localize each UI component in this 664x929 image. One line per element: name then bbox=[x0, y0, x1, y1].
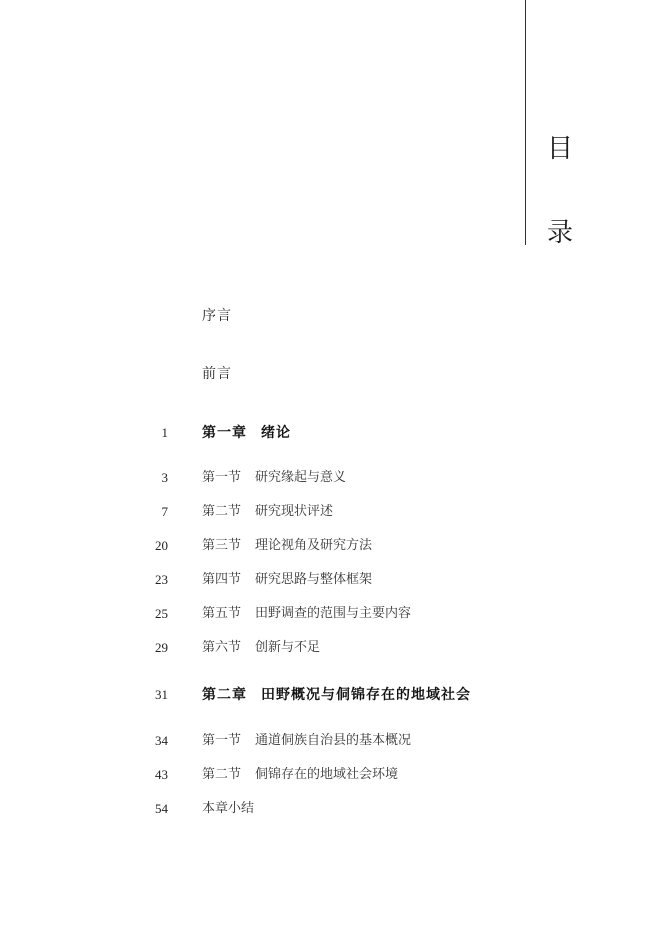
entry-label: 序言 bbox=[202, 308, 232, 324]
section-number: 第二节 bbox=[202, 504, 242, 519]
title-rule bbox=[525, 0, 526, 245]
title-char-lu: 录 bbox=[546, 218, 573, 248]
section-heading bbox=[202, 569, 372, 591]
toc-entry-chapter-1[interactable] bbox=[0, 422, 664, 444]
toc-entry-foreword[interactable] bbox=[0, 363, 664, 385]
chapter-number: 第二章 bbox=[202, 687, 247, 703]
toc-entry-chapter-2[interactable] bbox=[0, 684, 664, 706]
section-number: 第三节 bbox=[202, 538, 242, 553]
toc-entry-section[interactable] bbox=[0, 467, 664, 489]
title-char-mu: 目 bbox=[546, 134, 573, 164]
chapter-title: 绪论 bbox=[261, 425, 291, 441]
section-heading bbox=[202, 467, 346, 489]
page-number: 1 bbox=[161, 425, 168, 440]
toc-entry-section[interactable] bbox=[0, 501, 664, 523]
section-number: 第四节 bbox=[202, 572, 242, 587]
toc-entry-section[interactable] bbox=[0, 569, 664, 591]
page-number: 7 bbox=[161, 504, 168, 519]
toc-entry-section[interactable] bbox=[0, 764, 664, 786]
section-number: 第五节 bbox=[202, 606, 242, 621]
section-title: 田野调查的范围与主要内容 bbox=[255, 606, 412, 621]
chapter-heading bbox=[202, 684, 471, 706]
section-heading bbox=[202, 535, 372, 557]
section-title: 通道侗族自治县的基本概况 bbox=[255, 733, 412, 748]
entry-label: 前言 bbox=[202, 366, 232, 382]
section-number: 第一节 bbox=[202, 733, 242, 748]
page-number: 54 bbox=[155, 801, 168, 816]
toc-entry-section[interactable] bbox=[0, 637, 664, 659]
page-number: 43 bbox=[155, 767, 168, 782]
toc-entry-preface[interactable] bbox=[0, 305, 664, 327]
section-number: 第六节 bbox=[202, 640, 242, 655]
chapter-heading bbox=[202, 422, 291, 444]
chapter-number: 第一章 bbox=[202, 425, 247, 441]
section-heading bbox=[202, 730, 411, 752]
chapter-title: 田野概况与侗锦存在的地域社会 bbox=[261, 687, 471, 703]
section-heading bbox=[202, 603, 411, 625]
page-number: 29 bbox=[155, 640, 168, 655]
section-heading bbox=[202, 764, 398, 786]
section-title: 研究思路与整体框架 bbox=[255, 572, 373, 587]
page-number: 20 bbox=[155, 538, 168, 553]
section-title: 研究缘起与意义 bbox=[255, 470, 347, 485]
toc-entry-section[interactable] bbox=[0, 730, 664, 752]
page-number: 23 bbox=[155, 572, 168, 587]
toc-entry-section[interactable] bbox=[0, 535, 664, 557]
section-title: 理论视角及研究方法 bbox=[255, 538, 373, 553]
section-number: 第二节 bbox=[202, 767, 242, 782]
toc-entry-section[interactable] bbox=[0, 603, 664, 625]
page-number: 31 bbox=[155, 687, 168, 702]
toc-entry-summary[interactable] bbox=[0, 798, 664, 820]
section-heading bbox=[202, 501, 333, 523]
section-title: 创新与不足 bbox=[255, 640, 321, 655]
section-title: 侗锦存在的地域社会环境 bbox=[255, 767, 399, 782]
page-number: 3 bbox=[161, 470, 168, 485]
section-heading bbox=[202, 637, 320, 659]
page-number: 34 bbox=[155, 733, 168, 748]
section-title: 本章小结 bbox=[202, 801, 255, 816]
page-number: 25 bbox=[155, 606, 168, 621]
section-title: 研究现状评述 bbox=[255, 504, 334, 519]
section-number: 第一节 bbox=[202, 470, 242, 485]
